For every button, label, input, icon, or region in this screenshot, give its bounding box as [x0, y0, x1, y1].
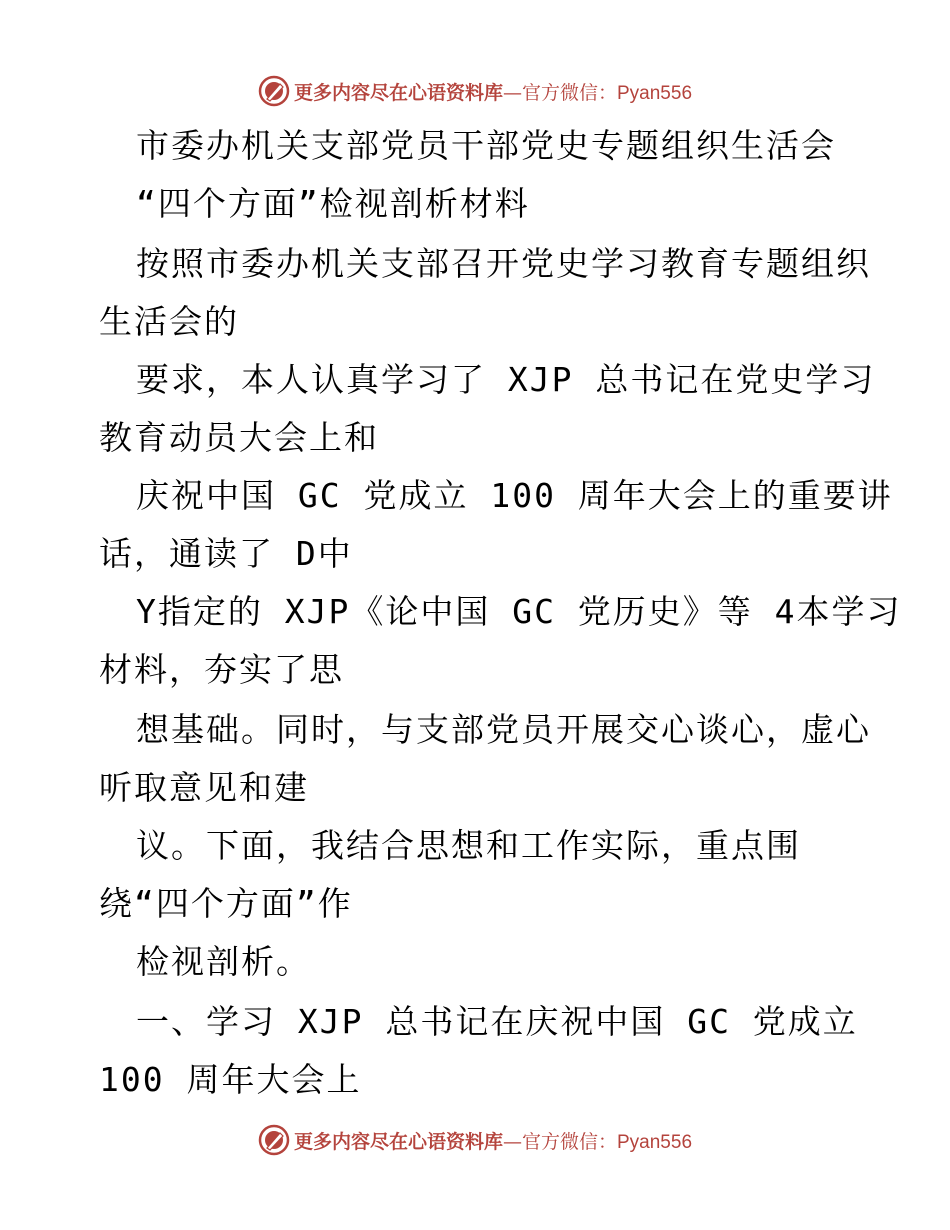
watermark-separator: —: [502, 81, 522, 104]
pen-logo-icon: [258, 1124, 290, 1156]
paragraph-line: 话，通读了 D中: [99, 534, 353, 573]
paragraph-line: 听取意见和建: [99, 768, 309, 807]
watermark-text: [294, 1127, 692, 1154]
watermark-id: Pyan556: [617, 1131, 693, 1153]
paragraph-line: 按照市委办机关支部召开党史学习教育专题组织: [136, 244, 871, 283]
paragraph-line: 检视剖析。: [136, 942, 311, 981]
watermark-brand: 更多内容尽在心语资料库: [293, 1130, 503, 1153]
paragraph-line: 要求，本人认真学习了 XJP 总书记在党史学习: [136, 360, 876, 399]
section-heading-line: 一、学习 XJP 总书记在庆祝中国 GC 党成立: [136, 1002, 858, 1041]
paragraph-line: 议。下面，我结合思想和工作实际，重点围: [136, 826, 801, 865]
section-heading-line: 100 周年大会上: [99, 1060, 362, 1099]
watermark-brand: 更多内容尽在心语资料库: [293, 81, 503, 104]
document-title-line-1: 市委办机关支部党员干部党史专题组织生活会: [136, 126, 836, 165]
document-title-line-2: “四个方面”检视剖析材料: [136, 184, 530, 223]
watermark-id: Pyan556: [617, 82, 693, 104]
watermark-official: 官方微信：: [521, 81, 617, 104]
watermark-footer: [0, 1120, 950, 1160]
paragraph-line: 材料，夯实了思: [99, 650, 344, 689]
paragraph-line: 想基础。同时，与支部党员开展交心谈心，虚心: [136, 710, 871, 749]
paragraph-line: 绕“四个方面”作: [99, 884, 353, 923]
watermark-official: 官方微信：: [521, 1130, 617, 1153]
paragraph-line: 教育动员大会上和: [99, 418, 379, 457]
paragraph-line: 生活会的: [99, 302, 239, 341]
paragraph-line: 庆祝中国 GC 党成立 100 周年大会上的重要讲: [136, 476, 893, 515]
paragraph-line: Y指定的 XJP《论中国 GC 党历史》等 4本学习: [136, 592, 902, 631]
watermark-separator: —: [502, 1130, 522, 1153]
